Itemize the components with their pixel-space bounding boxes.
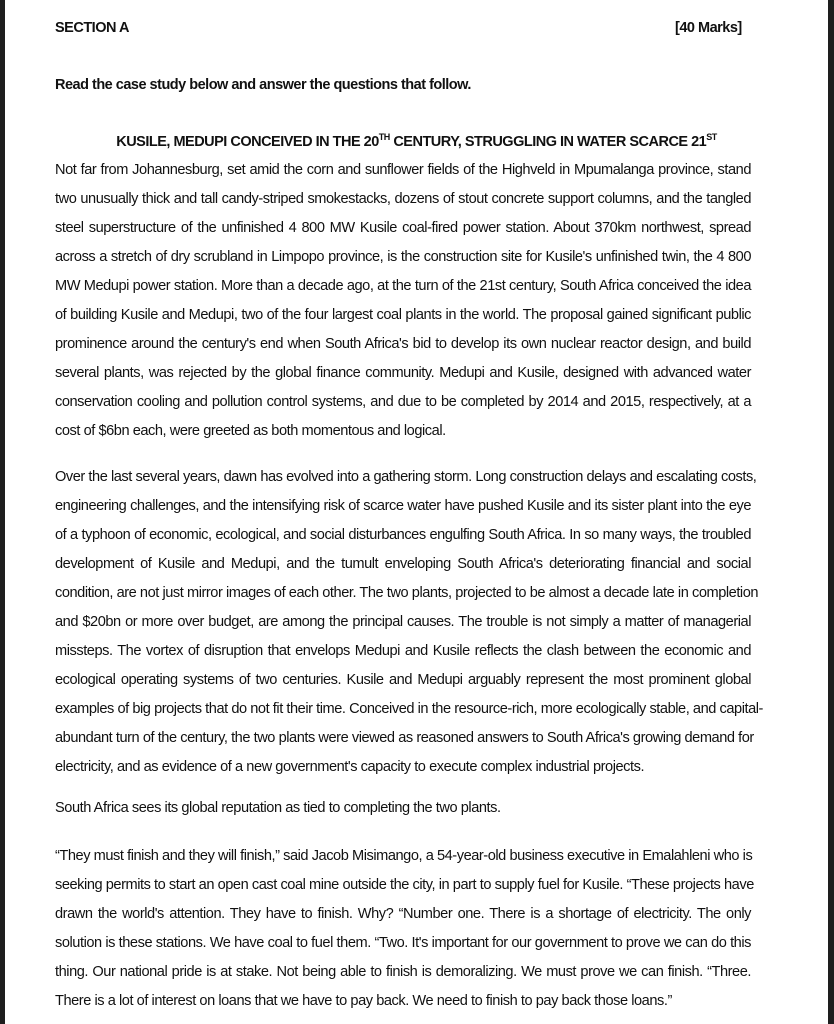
document-page bbox=[5, 0, 828, 1024]
paragraph-line: thing. Our national pride is at stake. Not being able to finish is demoralizing. We must prove we can finish. “Three. bbox=[55, 964, 751, 980]
paragraph-line: missteps. The vortex of disruption that envelops Medupi and Kusile reflects the clash between the economic and bbox=[55, 643, 751, 659]
paragraph-line: MW Medupi power station. More than a decade ago, at the turn of the 21st century, South Africa conceived the idea bbox=[55, 278, 751, 294]
paragraph-line: seeking permits to start an open cast coal mine outside the city, in part to supply fuel for Kusile. “These projects have bbox=[55, 877, 754, 893]
paragraph-line: across a stretch of dry scrubland in Limpopo province, is the construction site for Kusile's unfinished twin, the 4 800 bbox=[55, 249, 751, 265]
paragraph-line: solution is these stations. We have coal to fuel them. “Two. It's important for our government to prove we can do this bbox=[55, 935, 751, 951]
case-study-title bbox=[5, 132, 828, 150]
paragraph-line: of building Kusile and Medupi, two of the four largest coal plants in the world. The proposal gained significant public bbox=[55, 307, 751, 323]
paragraph-line: engineering challenges, and the intensifying risk of scarce water have pushed Kusile and its sister plant into the eye bbox=[55, 498, 751, 514]
marks-label: [40 Marks] bbox=[675, 20, 742, 36]
paragraph-line: electricity, and as evidence of a new government's capacity to execute complex industrial projects. bbox=[55, 759, 645, 775]
paragraph-line: drawn the world's attention. They have to finish. Why? “Number one. There is a shortage of electricity. The only bbox=[55, 906, 751, 922]
paragraph-line: There is a lot of interest on loans that we have to pay back. We need to finish to pay back those loans.” bbox=[55, 993, 672, 1009]
paragraph-line: conservation cooling and pollution control systems, and due to be completed by 2014 and 2015, respectively, at a bbox=[55, 394, 751, 410]
paragraph-line: prominence around the century's end when South Africa's bid to develop its own nuclear reactor design, and build bbox=[55, 336, 751, 352]
paragraph-line: of a typhoon of economic, ecological, and social disturbances engulfing South Africa. In so many ways, the troubled bbox=[55, 527, 751, 543]
paragraph-line: development of Kusile and Medupi, and the tumult enveloping South Africa's deteriorating financial and social bbox=[55, 556, 751, 572]
paragraph-line: Not far from Johannesburg, set amid the corn and sunflower fields of the Highveld in Mpumalanga province, stand bbox=[55, 162, 751, 178]
paragraph-line: and $20bn or more over budget, are among the principal causes. The trouble is not simply a matter of managerial bbox=[55, 614, 751, 630]
paragraph-line: examples of big projects that do not fit their time. Conceived in the resource-rich, more ecologically stable, and capital- bbox=[55, 701, 763, 717]
paragraph-line: Over the last several years, dawn has evolved into a gathering storm. Long construction delays and escalating costs, bbox=[55, 469, 757, 485]
paragraph-line: “They must finish and they will finish,” said Jacob Misimango, a 54-year-old business executive in Emalahleni who is bbox=[55, 848, 753, 864]
title-part: KUSILE, MEDUPI CONCEIVED IN THE 20 bbox=[116, 133, 379, 150]
paragraph-line: South Africa sees its global reputation as tied to completing the two plants. bbox=[55, 800, 501, 816]
paragraph-line: ecological operating systems of two centuries. Kusile and Medupi arguably represent the most prominent global bbox=[55, 672, 751, 688]
instruction-text: Read the case study below and answer the questions that follow. bbox=[55, 77, 471, 93]
paragraph-line: steel superstructure of the unfinished 4 800 MW Kusile coal-fired power station. About 370km northwest, spread bbox=[55, 220, 751, 236]
section-heading: SECTION A bbox=[55, 20, 129, 36]
paragraph-line: two unusually thick and tall candy-striped smokestacks, dozens of stout concrete support columns, and the tangled bbox=[55, 191, 751, 207]
title-part: CENTURY, STRUGGLING IN WATER SCARCE 21 bbox=[389, 133, 707, 150]
paragraph-line: abundant turn of the century, the two plants were viewed as reasoned answers to South Africa's growing demand for bbox=[55, 730, 754, 746]
paragraph-line: several plants, was rejected by the global finance community. Medupi and Kusile, designed with advanced water bbox=[55, 365, 751, 381]
paragraph-line: condition, are not just mirror images of each other. The two plants, projected to be almost a decade late in completion bbox=[55, 585, 759, 601]
paragraph-line: cost of $6bn each, were greeted as both momentous and logical. bbox=[55, 423, 446, 439]
title-superscript: TH bbox=[378, 132, 390, 142]
title-superscript: ST bbox=[706, 132, 717, 142]
